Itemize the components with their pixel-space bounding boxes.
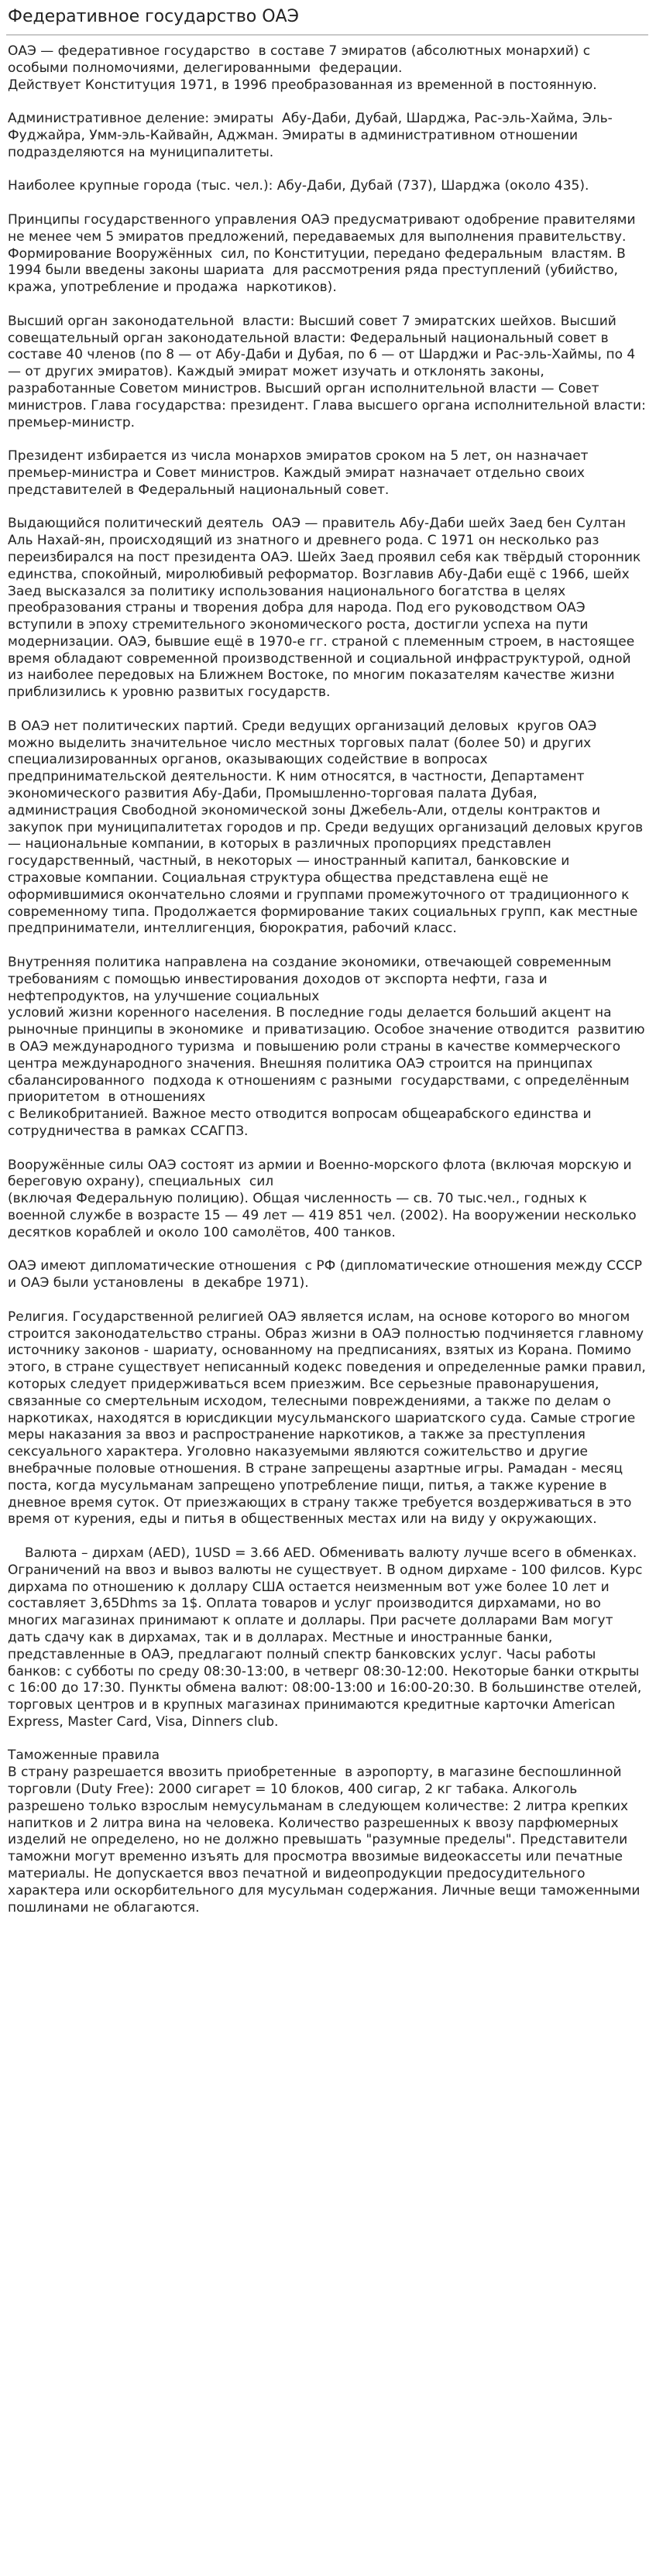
paragraph-governance-principles: Принципы государственного управления ОАЭ предусматривают одобрение правителями не менее чем 5 эмиратов предложений, передаваемых для выполнения правительству. Формирование Вооружённых сил, по Конституции, передано федеральным властям. В 1994 были введены законы шариата для рассмотрения ряда преступлений (убийство, кража, употребление и продажа наркотиков). <box>8 211 640 296</box>
paragraph-diplomatic-relations: ОАЭ имеют дипломатические отношения с РФ (дипломатические отношения между СССР и ОАЭ были установлены в декабре 1971). <box>8 1258 647 1291</box>
paragraph-religion: Религия. Государственной религией ОАЭ является ислам, на основе которого во многом строится законодательство страны. Образ жизни в ОАЭ полностью подчиняется главному источнику законов - шариату, основанному на предписаниях, взятых из Корана. Помимо этого, в стране существует неписанный кодекс поведения и определенные рамки правил, которых следует придерживаться всем приезжим. Все серьезные правонарушения, связанные со смертельным исходом, телесными повреждениями, а также по делам о наркотиках, находятся в юрисдикции мусульманского шариатского суда. Самые строгие меры наказания за ввоз и распространение наркотиков, а также за преступления сексуального характера. Уголовно наказуемыми являются сожительство и другие внебрачные половые отношения. В стране запрещены азартные игры. Рамадан - месяц поста, когда мусульманам запрещено употребление пищи, питья, а также курение в дневное время суток. От приезжающих в страну также требуется воздерживаться в это время от курения, еды и питья в общественных местах или на виду у окружающих. <box>8 1309 651 1528</box>
paragraph-largest-cities: Наиболее крупные города (тыс. чел.): Абу-Даби, Дубай (737), Шарджа (около 435). <box>8 178 589 194</box>
paragraph-federation: ОАЭ — федеративное государство в составе 7 эмиратов (абсолютных монархий) с особыми полномочиями, делегированными федерации. Действует Конституция 1971, в 1996 преобразованная из временной в постоянную. <box>8 43 597 93</box>
paragraph-business-organizations: В ОАЭ нет политических партий. Среди ведущих организаций деловых кругов ОАЭ можно выделить значительное число местных торговых палат (более 50) и других специализированных органов, оказывающих содействие в вопросах предпринимательской деятельности. К ним относятся, в частности, Департамент экономического развития Абу-Даби, Промышленно-торговая палата Дубая, администрация Свободной экономической зоны Джебель-Али, отделы контрактов и закупок при муниципалитетах городов и пр. Среди ведущих организаций деловых кругов — национальные компании, в которых в различных пропорциях представлен государственный, частный, в некоторых — иностранный капитал, банковские и страховые компании. Социальная структура общества представлена ещё не оформившимися окончательно слоями и группами промежуточного от традиционного к современному типа. Продолжается формирование таких социальных групп, как местные предприниматели, интеллигенция, бюрократия, рабочий класс. <box>8 718 647 937</box>
paragraph-political-figure: Выдающийся политический деятель ОАЭ — правитель Абу-Даби шейх Заед бен Султан Аль Нахай-ян, происходящий из знатного и древнего рода. С 1971 он несколько раз переизбирался на пост президента ОАЭ. Шейх Заед проявил себя как твёрдый сторонник единства, спокойный, миролюбивый реформатор. Возглавив Абу-Даби ещё с 1966, шейх Заед высказался за политику использования национального богатства в целях преобразования страны и творения добра для народа. Под его руководством ОАЭ вступили в эпоху стремительного экономического роста, достигли успеха на пути модернизации. ОАЭ, бывшие ещё в 1970-е гг. страной с племенным строем, в настоящее время обладают современной производственной и социальной инфраструктурой, одной из наиболее передовых на Ближнем Востоке, по многим показателям качестве жизни приблизились к уровню развитых государств. <box>8 516 645 701</box>
paragraph-currency: Валюта – дирхам (AED), 1USD = 3.66 AED. Обменивать валюту лучше всего в обменках. Ограничений на ввоз и вывоз валюты не существует. В одном дирхаме - 100 филсов. Курс дирхама по отношению к доллару США остается неизменным вот уже более 10 лет и составляет 3,65Dhms за 1$. Оплата товаров и услуг производится дирхамами, но во многих магазинах принимают к оплате и доллары. При расчете долларами Вам могут дать сдачу как в дирхамах, так и в долларах. Местные и иностранные банки, представленные в ОАЭ, предлагают полный спектр банковских услуг. Часы работы банков: с субботы по среду 08:30-13:00, в четверг 08:30-12:00. Некоторые банки открыты с 16:00 до 17:30. Пункты обмена валют: 08:00-13:00 и 16:00-20:30. В большинстве отелей, торговых центров и в крупных магазинах принимаются кредитные карточки American Express, Master Card, Visa, Dinners club. <box>8 1545 647 1730</box>
article-header <box>6 0 648 36</box>
article-title: Федеративное государство ОАЭ <box>8 7 299 26</box>
paragraph-domestic-foreign-policy: Внутренняя политика направлена на создание экономики, отвечающей современным требованиям с помощью инвестирования доходов от экспорта нефти, газа и нефтепродуктов, на улучшение социальных условий жизни коренного населения. В последние годы делается больший акцент на рыночные принципы в экономике и приватизацию. Особое значение отводится развитию в ОАЭ международного туризма и повышению роли страны в качестве коммерческого центра международного значения. Внешняя политика ОАЭ строится на принципах сбалансированного подхода к отношениям с разными государствами, с определённым приоритетом в отношениях с Великобританией. Важное место отводится вопросам общеарабского единства и сотрудничества в рамках ССАГПЗ. <box>8 955 645 1139</box>
paragraph-customs: В страну разрешается ввозить приобретенные в аэропорту, в магазине беспошлинной торговли (Duty Free): 2000 сигарет = 10 блоков, 400 сигар, 2 кг табака. Алкоголь разрешено только взрослым немусульманам в следующем количестве: 2 литра крепких напитков и 2 литра вина на человека. Количество разрешенных к ввозу парфюмерных изделий не определено, но не должно превышать "разумные пределы". Представители таможни могут временно изъять для просмотра ввозимые видеокассеты или печатные материалы. Не допускается ввоз печатной и видеопродукции предосудительного характера или оскорбительного для мусульман содержания. Личные вещи таможенными пошлинами не облагаются. <box>8 1765 644 1916</box>
paragraph-armed-forces: Вооружённые силы ОАЭ состоят из армии и Военно-морского флота (включая морскую и береговую охрану), специальных сил (включая Федеральную полицию). Общая численность — св. 70 тыс.чел., годных к военной службе в возрасте 15 — 49 лет — 419 851 чел. (2002). На вооружении несколько десятков кораблей и около 100 самолётов, 400 танков. <box>8 1157 637 1240</box>
customs-heading: Таможенные правила <box>8 1748 160 1764</box>
paragraph-administrative-division: Административное деление: эмираты Абу-Даби, Дубай, Шарджа, Рас-эль-Хайма, Эль-Фуджайра, Умм-эль-Кайвайн, Аджман. Эмираты в административном отношении подразделяются на муниципалитеты. <box>8 111 613 160</box>
paragraph-legislative-power: Высший орган законодательной власти: Высший совет 7 эмиратских шейхов. Высший совещательный орган законодательной власти: Федеральный национальный совет в составе 40 членов (по 8 — от Абу-Даби и Дубая, по 6 — от Шарджи и Рас-эль-Хаймы, по 4 — от других эмиратов). Каждый эмират может изучать и отклонять законы, разработанные Советом министров. Высший орган исполнительной власти — Совет министров. Глава государства: президент. Глава высшего органа исполнительной власти: премьер-министр. <box>8 313 651 430</box>
paragraph-president: Президент избирается из числа монархов эмиратов сроком на 5 лет, он назначает премьер-министра и Совет министров. Каждый эмират назначает отдельно своих представителей в Федеральный национальный совет. <box>8 448 597 498</box>
article-body <box>8 43 651 1916</box>
